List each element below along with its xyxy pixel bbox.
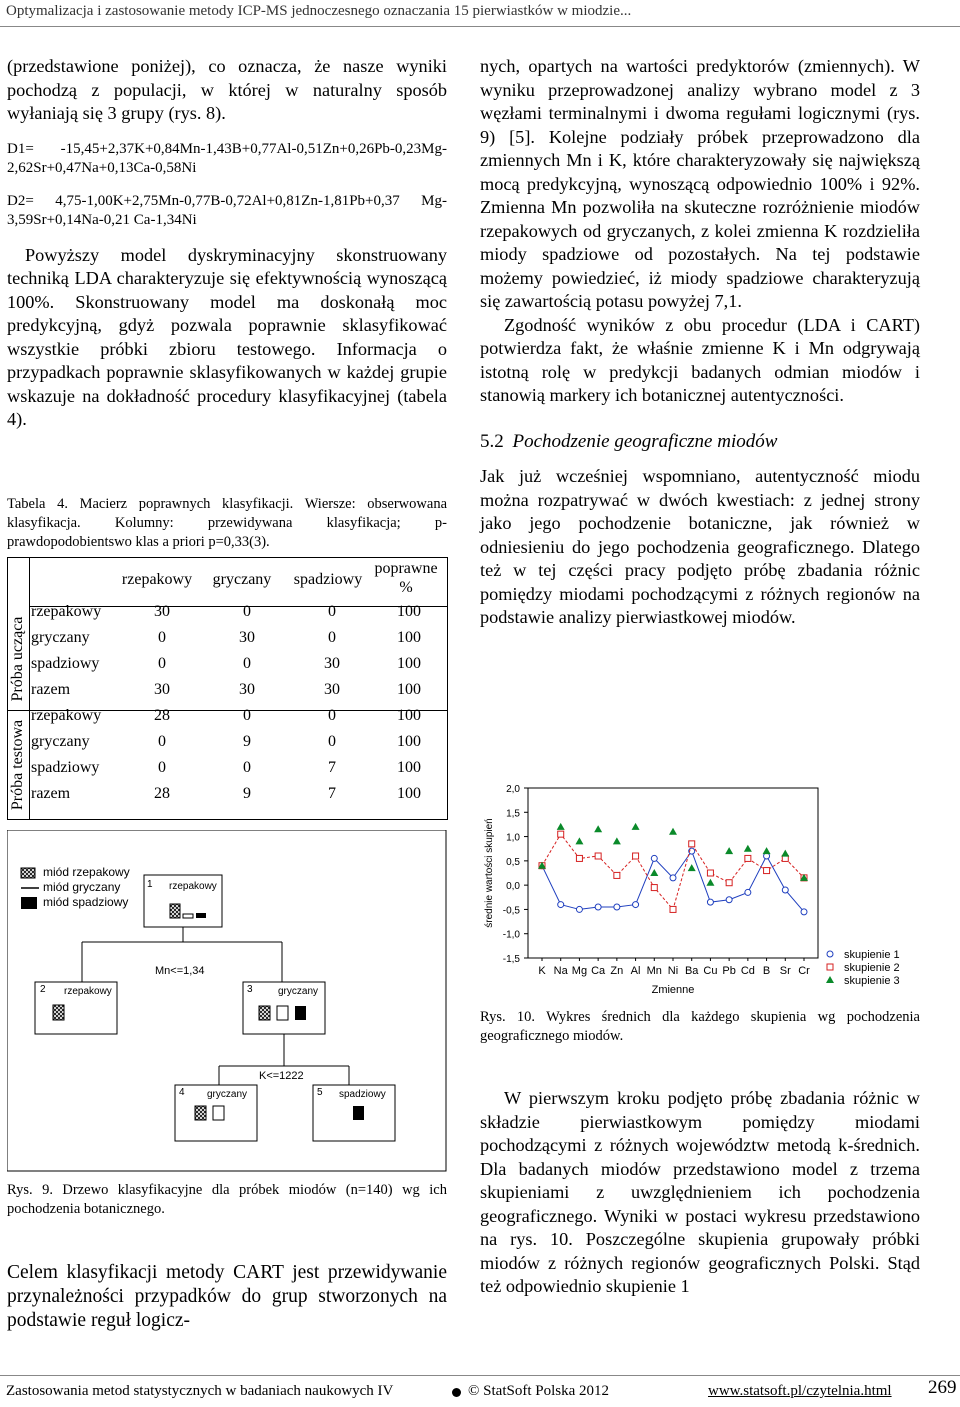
node-4-id: 4 xyxy=(179,1087,185,1098)
x-tick-label: Pb xyxy=(722,965,736,977)
section-title: Pochodzenie geograficzne miodów xyxy=(512,430,778,452)
classification-tree xyxy=(7,830,447,1172)
y-tick-label: 0,5 xyxy=(506,856,520,868)
table-cell: 0 xyxy=(158,759,166,776)
data-point xyxy=(689,841,695,847)
table-row-label: gryczany xyxy=(31,733,90,750)
table-cell: 30 xyxy=(154,603,170,620)
table-cell: 0 xyxy=(243,603,251,620)
x-tick-label: Al xyxy=(630,965,641,977)
node-2-label: rzepakowy xyxy=(64,986,112,997)
y-axis-label: średnie wartości skupień xyxy=(484,818,495,928)
table-cell: 28 xyxy=(154,785,170,802)
x-tick-label: Ca xyxy=(591,965,606,977)
d1-equation: D1= -15,45+2,37K+0,84Mn-1,43B+0,77Al-0,51Zn+0,26Pb-0,23Mg-2,62Sr+0,47Na+0,13Ca-0,58Ni xyxy=(7,140,447,176)
header-spadziowy: spadziowy xyxy=(293,571,363,588)
data-point xyxy=(595,904,601,910)
data-point xyxy=(650,869,658,876)
x-tick-label: Ba xyxy=(684,965,699,977)
data-point xyxy=(576,855,582,861)
left-column xyxy=(7,55,447,432)
data-point xyxy=(688,864,696,871)
data-point xyxy=(614,872,620,878)
table-row-label: gryczany xyxy=(31,629,90,646)
data-point xyxy=(651,885,657,891)
data-point xyxy=(669,828,677,835)
data-point xyxy=(632,823,640,830)
cart-paragraph: Celem klasyfikacji metody CART jest przewidywanie przynależności przypadków do grup stworzonych na podstawie reguł logicz- xyxy=(7,1262,447,1331)
table-cell: 100 xyxy=(397,655,421,672)
data-point xyxy=(670,906,676,912)
data-point xyxy=(558,831,564,837)
x-axis-label: Zmienne xyxy=(651,984,695,996)
page-footer xyxy=(0,1375,960,1407)
x-tick-label: Mg xyxy=(571,965,588,977)
table-cell: 7 xyxy=(328,785,336,802)
legend-label: skupienie 2 xyxy=(844,962,900,974)
footer-publisher: © StatSoft Polska 2012 xyxy=(468,1383,609,1399)
table-cell: 0 xyxy=(328,603,336,620)
y-tick-label: 0,0 xyxy=(506,881,520,893)
data-point xyxy=(594,825,602,832)
table-row-label: spadziowy xyxy=(31,655,100,672)
footer-text: Zastosowania metod statystycznych w badaniach naukowych IV xyxy=(6,1383,394,1399)
x-tick-label: Mn xyxy=(646,965,662,977)
data-point xyxy=(557,823,565,830)
data-point xyxy=(726,880,732,886)
data-point xyxy=(745,855,751,861)
means-chart xyxy=(478,774,948,1000)
table-row-label: razem xyxy=(31,681,71,698)
node-1-label: rzepakowy xyxy=(169,881,217,892)
legend-marker xyxy=(826,976,834,983)
bullet-icon xyxy=(452,1388,461,1397)
table-cell: 100 xyxy=(397,707,421,724)
header-gryczany: gryczany xyxy=(212,571,272,588)
data-point xyxy=(726,897,732,903)
table-cell: 30 xyxy=(324,681,340,698)
right-paragraph-3: Jak już wcześniej wspomniano, autentyczność miodu można rozpatrywać w dwóch kwestiach: z jednej strony jako jego pochodzenie botaniczne, jak również w odniesieniu do jego pochodzenia geograficznego. Dlatego też w tej części pracy podjęto próbę zbadania różnic pomiędzy miodami pochodzącymi z różnych regionów na podstawie analizy pierwiastkowej miodów. xyxy=(480,466,920,627)
table-cell: 100 xyxy=(397,785,421,802)
table-caption xyxy=(7,495,447,552)
table-cell: 30 xyxy=(324,655,340,672)
table-cell: 0 xyxy=(328,629,336,646)
table-row-label: razem xyxy=(31,785,71,802)
table-cell: 0 xyxy=(158,629,166,646)
lda-paragraph: Powyższy model dyskryminacyjny skonstruowany techniką LDA charakteryzuje się efektywnością wynoszącą 100%. Skonstruowany model ma doskonałą moc predykcyjną, gdyż pozwala poprawnie sklasyfikować wszystkie próbki zbioru testowego. Informacja o przypadkach poprawnie sklasyfikowanych w każdej grupie wskazuje na dokładność procedury klasyfikacyjnej (tabela 4). xyxy=(7,244,447,429)
y-tick-label: 1,5 xyxy=(506,808,520,820)
data-point xyxy=(763,847,771,854)
legend-gryczany: miód gryczany xyxy=(43,880,121,894)
y-tick-label: -1,0 xyxy=(502,929,520,941)
x-tick-label: Ni xyxy=(667,965,679,977)
table-row-label: rzepakowy xyxy=(31,603,102,620)
x-tick-label: Cu xyxy=(703,965,718,977)
page-number: 269 xyxy=(928,1377,957,1398)
header-rzepakowy: rzepakowy xyxy=(121,571,193,588)
data-point xyxy=(744,845,752,852)
table-cell: 28 xyxy=(154,707,170,724)
data-point xyxy=(670,875,676,881)
data-point xyxy=(595,853,601,859)
table-cell: 9 xyxy=(243,733,251,750)
table-cell: 30 xyxy=(154,681,170,698)
table-cell: 0 xyxy=(328,707,336,724)
table-cell: 0 xyxy=(158,655,166,672)
x-tick-label: Sr xyxy=(779,965,791,977)
x-tick-label: Cr xyxy=(798,965,810,977)
legend-label: skupienie 1 xyxy=(844,949,900,961)
legend-spadziowy: miód spadziowy xyxy=(43,895,129,909)
data-point xyxy=(633,853,639,859)
right-paragraph-1: nych, opartych na wartości predyktorów (zmiennych). W wyniku przeprowadzonej analizy wybrano model z 3 węzłami terminalnymi i dwoma regułami logicznymi (rys. 9) [5]. Kolejne podziały próbek przeprowadzono dla zmiennych Mn i K, które charakteryzowały się największą mocą predykcyjną, wynoszącą odpowiednio 100% i 92%. Zmienna Mn pozwoliła na skuteczne rozróżnienie miodów rzepakowych od gryczanych, z kolei zmienna K rozdzieliła miody spadziowe od pozostałych. Na tej podstawie możemy powiedzieć, iż miody spadziowe charakteryzują się zawartością potasu powyżej 7,1. xyxy=(480,56,920,311)
right-paragraph-4: W pierwszym kroku podjęto próbę zbadania różnic w składzie pierwiastkowym pomiędzy miodami pochodzącymi z różnych województw metodą k-średnich. Dla badanych miodów przedstawiono model z trzema skupieniami z uwzględnieniem ich pochodzenia geograficznego. Wyniki w postaci wykresu przedstawiono na rys. 10. Poszczególne skupienia grupowały próbki miodów z różnych regionów geograficznych Polski. Stąd też odpowiednio skupienie 1 xyxy=(480,1088,920,1296)
legend-marker xyxy=(827,964,833,970)
node-4-label: gryczany xyxy=(207,1089,248,1100)
header-title: Optymalizacja i zastosowanie metody ICP-MS jednoczesnego oznaczania 15 pierwiastków w miodzie... xyxy=(6,3,632,19)
data-point xyxy=(651,855,657,861)
node-1-id: 1 xyxy=(147,879,153,890)
data-point xyxy=(707,870,713,876)
legend-label: skupienie 3 xyxy=(844,975,900,987)
table-cell: 100 xyxy=(397,759,421,776)
split-mn: Mn<=1,34 xyxy=(155,965,205,977)
running-header xyxy=(0,0,960,27)
data-point xyxy=(613,837,621,844)
section-heading xyxy=(480,430,920,454)
data-point xyxy=(614,904,620,910)
table-cell: 30 xyxy=(239,681,255,698)
group-training-label: Próba ucząca xyxy=(9,616,26,702)
node-5-id: 5 xyxy=(317,1087,323,1098)
data-point xyxy=(633,902,639,908)
table-cell: 7 xyxy=(328,759,336,776)
y-tick-label: -0,5 xyxy=(502,905,520,917)
header-poprawne: poprawne % xyxy=(374,560,438,596)
node-5-label: spadziowy xyxy=(339,1089,386,1100)
x-tick-label: Zn xyxy=(610,965,624,977)
legend-marker xyxy=(827,951,833,957)
data-point xyxy=(725,847,733,854)
y-tick-label: 2,0 xyxy=(506,784,520,795)
y-tick-label: 1,0 xyxy=(506,832,520,844)
data-point xyxy=(781,850,789,857)
right-column xyxy=(480,55,920,630)
table-cell: 9 xyxy=(243,785,251,802)
table-row-label: rzepakowy xyxy=(31,707,102,724)
table-caption-text: Tabela 4. Macierz poprawnych klasyfikacji. Wiersze: obserwowana klasyfikacja. Kolumny: przewidywana klasyfikacja; p-prawdopodobientswo klas a priori p=0,33(3). xyxy=(7,496,447,550)
data-point xyxy=(575,837,583,844)
x-tick-label: Na xyxy=(553,965,568,977)
table-cell: 0 xyxy=(158,733,166,750)
node-3-label: gryczany xyxy=(278,986,319,997)
classification-table xyxy=(7,557,447,819)
table-cell: 0 xyxy=(328,733,336,750)
data-point xyxy=(801,909,807,915)
data-point xyxy=(707,899,713,905)
x-tick-label: B xyxy=(762,965,771,977)
tree-legend xyxy=(21,868,39,909)
table-cell: 0 xyxy=(243,707,251,724)
data-point xyxy=(764,868,770,874)
footer-link[interactable]: www.statsoft.pl/czytelnia.html xyxy=(708,1383,892,1399)
y-tick-label: -1,5 xyxy=(502,954,520,965)
table-cell: 100 xyxy=(397,681,421,698)
table-cell: 0 xyxy=(243,655,251,672)
node-2-id: 2 xyxy=(40,984,46,995)
x-tick-label: Cd xyxy=(740,965,755,977)
d2-equation: D2= 4,75-1,00K+2,75Mn-0,77B-0,72Al+0,81Zn-1,81Pb+0,37 Mg-3,59Sr+0,14Na-0,21 Ca-1,34Ni xyxy=(7,192,447,228)
tree-caption: Rys. 9. Drzewo klasyfikacyjne dla próbek miodów (n=140) wg ich pochodzenia botanicznego. xyxy=(7,1182,447,1217)
x-tick-label: K xyxy=(538,965,546,977)
chart-caption: Rys. 10. Wykres średnich dla każdego skupienia wg pochodzenia geograficznego miodów. xyxy=(480,1009,920,1044)
table-cell: 100 xyxy=(397,733,421,750)
intro-paragraph: (przedstawione poniżej), co oznacza, że nasze wyniki pochodzą z populacji, w której w naturalny sposób wyłaniają się 3 grupy (rys. 8). xyxy=(7,56,447,123)
split-k: K<=1222 xyxy=(259,1070,304,1082)
node-3-id: 3 xyxy=(247,984,253,995)
table-cell: 100 xyxy=(397,603,421,620)
data-point xyxy=(745,889,751,895)
table-cell: 0 xyxy=(243,759,251,776)
data-point xyxy=(706,879,714,886)
data-point xyxy=(782,887,788,893)
table-cell: 30 xyxy=(239,629,255,646)
table-row-label: spadziowy xyxy=(31,759,100,776)
legend-rzepakowy-icon xyxy=(21,868,35,878)
data-point xyxy=(576,906,582,912)
data-point xyxy=(558,902,564,908)
legend-rzepakowy: miód rzepakowy xyxy=(43,865,130,879)
group-test-label: Próba testowa xyxy=(9,719,26,811)
right-paragraph-2: Zgodność wyników z obu procedur (LDA i CART) potwierdza fakt, że właśnie zmienne K i Mn odgrywają istotną rolę w predykcji badanych odmian miodów i stanowią markery ich botanicznej autentyczności. xyxy=(480,314,920,405)
section-number: 5.2 xyxy=(480,430,504,452)
plot-frame xyxy=(528,788,818,958)
table-cell: 100 xyxy=(397,629,421,646)
legend-spadziowy-icon xyxy=(21,897,37,909)
